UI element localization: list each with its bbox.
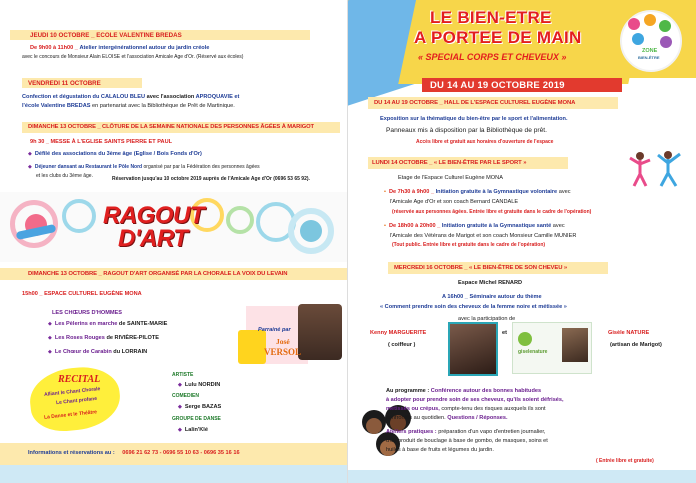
programme-text-3b: compte-tenu des risques auxquels ils sont	[439, 406, 546, 412]
leaf-icon	[518, 332, 532, 346]
choeur-2-town: de RIVIÈRE-PILOTE	[104, 335, 160, 341]
main-subtitle: « SPECIAL CORPS ET CHEVEUX »	[418, 52, 567, 62]
vendredi-aproquavie: APROQUAVIE et	[195, 94, 240, 100]
vendredi-partenariat: en partenariat avec la Bibliothèque de Prêt de Martinique.	[90, 103, 235, 109]
info-line	[28, 450, 240, 456]
lundi-activity-1	[384, 189, 571, 195]
ateliers-line-2: d'un produit de bouclage à base de gombo, de masques, soins et	[386, 438, 548, 444]
expo-line-3: Accès libre et gratuit aux horaires d'ouverture de l'espace	[416, 139, 554, 145]
reservation: Réservation jusqu'au 10 octobre 2019 auprès de l'Amicale Age d'Or (0696 53 65 92).	[112, 176, 310, 182]
comedien-label: COMEDIEN	[172, 393, 199, 399]
gisele-name: Gisèle NATURE	[608, 330, 650, 336]
lundi-1-line-2: l'Amicale Age d'Or et son coach Bernard CANDALE	[390, 199, 519, 205]
logo-hand-green	[659, 20, 671, 32]
vendredi-line-2	[22, 103, 235, 109]
vendredi-header: VENDREDI 11 OCTOBRE	[28, 80, 101, 87]
main-title-line-1: LE BIEN-ETRE	[430, 8, 552, 27]
ateliers-line-3: huiles à base de fruits et légumes du jardin.	[386, 447, 494, 453]
recital-line-3: La Danse et le Théâtre	[43, 409, 98, 421]
logo-subtext: BIEN-ÊTRE	[638, 55, 660, 60]
expo-header: DU 14 AU 19 OCTOBRE _ HALL DE L'ESPACE CULTUREL EUGÈNE MONA	[374, 100, 576, 106]
info-phones: 0696 21 62 73 - 0696 55 10 63 - 0696 35 16 16	[122, 450, 240, 456]
choeur-3-name: Le Chœur de Carabin	[54, 349, 112, 355]
jeudi-activity: Atelier intergénérationnel autour du jardin créole	[79, 45, 210, 51]
programme-line-3	[386, 406, 546, 412]
ragout-header: DIMANCHE 13 OCTOBRE _ RAGOUT D'ART ORGANISÉ PAR LA CHORALE LA VOIX DU LEVAIN	[28, 271, 288, 277]
participation: avec la participation de	[458, 316, 516, 322]
parrain-first-name: José	[276, 337, 290, 346]
ragout-title-line-1: RAGOUT	[103, 202, 204, 229]
comedien-name: ◆ Serge BAZAS	[178, 404, 221, 410]
logo-hand-blue	[632, 33, 644, 45]
entree-libre: ( Entrée libre et gratuite)	[596, 458, 654, 464]
lundi-2-avec: avec	[551, 223, 565, 229]
artiste-name: ◆ Lulu NORDIN	[178, 382, 220, 388]
choeur-3-town: du LORRAIN	[111, 349, 148, 355]
mercredi-place: Espace Michel RENARD	[458, 280, 523, 286]
defile-text: Défilé des associations du 3ème âge (Eglise / Bois Fonds d'Or)	[34, 151, 202, 157]
programme-line-2: à adopter pour prendre soin de ses cheveux, qu'ils soient défrisés,	[386, 397, 564, 403]
main-title-line-2: A PORTEE DE MAIN	[414, 28, 582, 47]
lundi-2-time: De 18h00 à 20h00 _	[388, 223, 441, 229]
jeudi-time: De 9h00 à 11h00 _	[30, 45, 78, 51]
et: et	[502, 330, 507, 336]
programme-text-4b: Questions / Réponses.	[445, 415, 508, 421]
ragout-title-line-2: D'ART	[118, 225, 188, 252]
programme-text-3: métissés ou crépus,	[386, 406, 440, 412]
deco-dot-blue	[300, 220, 322, 242]
mercredi-time: A 16h00 _ Séminaire autour du thème	[442, 294, 542, 300]
ateliers-text-1: préparation d'un vapo d'entretien journalier,	[436, 429, 546, 435]
logo-hand-orange	[644, 14, 656, 26]
date-banner-text: DU 14 AU 19 OCTOBRE 2019	[430, 80, 565, 91]
logo-hand-purple	[660, 36, 672, 48]
kenny-photo	[448, 322, 498, 376]
dejeuner-clubs: et les clubs du 3ème âge.	[36, 173, 93, 179]
parrain-last-name: VERSOL	[264, 347, 302, 357]
choeur-1-name: Les Pèlerins en marche	[54, 321, 118, 327]
vendredi-avec: avec l'association	[145, 94, 196, 100]
dejeuner-title: Déjeuner dansant au Restaurant le Pôle Nord	[34, 164, 143, 170]
vendredi-ecole: l'école Valentine BREDAS	[22, 103, 91, 109]
gisele-photo	[562, 328, 588, 362]
dimanche-header: DIMANCHE 13 OCTOBRE _ CLÔTURE DE LA SEMAINE NATIONALE DES PERSONNES ÂGÉES À MARIGOT	[28, 124, 314, 130]
defile	[28, 151, 202, 157]
kenny-role: ( coiffeur )	[388, 342, 416, 348]
ateliers-line-1	[386, 429, 545, 435]
expo-line-1: Exposition sur la thématique du bien-être par le sport et l'alimentation.	[380, 116, 568, 122]
info-label: Informations et réservations au :	[28, 450, 115, 456]
deco-circle-green	[226, 206, 254, 234]
lundi-2-title: Initiation gratuite à la Gymnastique santé	[440, 223, 552, 229]
gisele-brand: giselenature	[518, 349, 548, 355]
ragout-espace: 15h00 _ ESPACE CULTUREL EUGÈNE MONA	[22, 291, 142, 297]
programme-line-1	[386, 388, 541, 394]
mercredi-theme: « Comment prendre soin des cheveux de la femme noire et métissée »	[380, 304, 567, 310]
left-bottom-band	[0, 465, 347, 483]
logo-hand-pink	[628, 18, 640, 30]
artiste-label: ARTISTE	[172, 372, 194, 378]
lundi-header: LUNDI 14 OCTOBRE _ « LE BIEN-ÊTRE PAR LE SPORT »	[372, 160, 527, 166]
top-margin	[0, 0, 347, 20]
ateliers-label: Ateliers pratiques :	[386, 429, 437, 435]
vendredi-calalou: Confection et dégustation du CALALOU BLEU	[22, 94, 146, 100]
programme-label: Au programme :	[386, 388, 430, 394]
mercredi-header: MERCREDI 16 OCTOBRE _ « LE BIEN-ÊTRE DE SON CHEVEU »	[394, 265, 568, 271]
parrain-label: Parrainé par	[258, 327, 291, 333]
left-page	[0, 0, 347, 483]
recital-line-2: Le Chant profane	[55, 395, 98, 407]
danse-name: ◆ Lalin'Klé	[178, 427, 208, 433]
programme-text-1: Conférence autour des bonnes habitudes	[429, 388, 542, 394]
danse-label: GROUPE DE DANSE	[172, 416, 221, 422]
dejeuner	[28, 164, 260, 170]
choeur-2-name: Les Roses Rouges	[54, 335, 105, 341]
dejeuner-desc: organisé par par la Fédération des personnes âgées	[142, 164, 260, 170]
parrain-yellow-accent	[238, 330, 266, 364]
lundi-1-time: De 7h30 à 9h00 _	[388, 189, 435, 195]
gisele-role: (artisan de Marigot)	[610, 342, 662, 348]
lundi-1-line-3: (réservée aux personnes âgées. Entrée libre et gratuite dans le cadre de l'opération)	[392, 209, 592, 215]
jeudi-line-1	[30, 45, 209, 51]
choeurs-title: LES CHŒURS D'HOMMES	[52, 310, 123, 316]
sport-figures-icon	[628, 150, 688, 190]
programme-text-4: confrontés au quotidien.	[386, 415, 446, 421]
expo-line-2: Panneaux mis à disposition par la Bibliothèque de prêt.	[386, 127, 547, 134]
choeur-2	[48, 335, 159, 341]
lundi-1-title: Initiation gratuite à la Gymnastique volontaire	[434, 189, 558, 195]
lundi-2-line-2: l'Amicale des Vétérans de Marigot et son coach Monsieur Camille MUNIER	[390, 233, 577, 239]
lundi-1-avec: avec	[557, 189, 571, 195]
deco-circle-blue	[62, 199, 96, 233]
lundi-2-line-3: (Tout public. Entrée libre et gratuite dans le cadre de l'opération)	[392, 242, 546, 248]
jeudi-header: JEUDI 10 OCTOBRE _ ECOLE VALENTINE BREDAS	[30, 32, 182, 39]
kenny-name: Kenny MARGUERITE	[370, 330, 427, 336]
jeudi-line-2: avec le concours de Monsieur Alain ELOISE et l'association Amicale Age d'Or. (Réservé aux écoles)	[22, 54, 244, 60]
programme-line-4	[386, 415, 508, 421]
logo-text: ZONE	[642, 48, 658, 54]
right-bottom-band	[348, 470, 696, 483]
lundi-activity-2	[384, 223, 565, 229]
choeur-1-town: de SAINTE-MARIE	[117, 321, 168, 327]
choeur-3	[48, 349, 147, 355]
dejeuner-line-2	[36, 173, 93, 179]
right-page	[347, 0, 696, 483]
parrain-photo	[298, 304, 342, 360]
sport-illustration	[628, 150, 688, 190]
vendredi-line-1	[22, 94, 239, 100]
recital-title: RECITAL	[58, 374, 101, 385]
choeur-1	[48, 321, 167, 327]
recital-line-1: Alliant le Chant Chorale	[43, 386, 101, 398]
lundi-place: Etage de l'Espace Culturel Eugène MONA	[398, 175, 503, 181]
messe: 9h 30 _ MESSE À L'EGLISE SAINTS PIERRE ET PAUL	[30, 139, 173, 145]
